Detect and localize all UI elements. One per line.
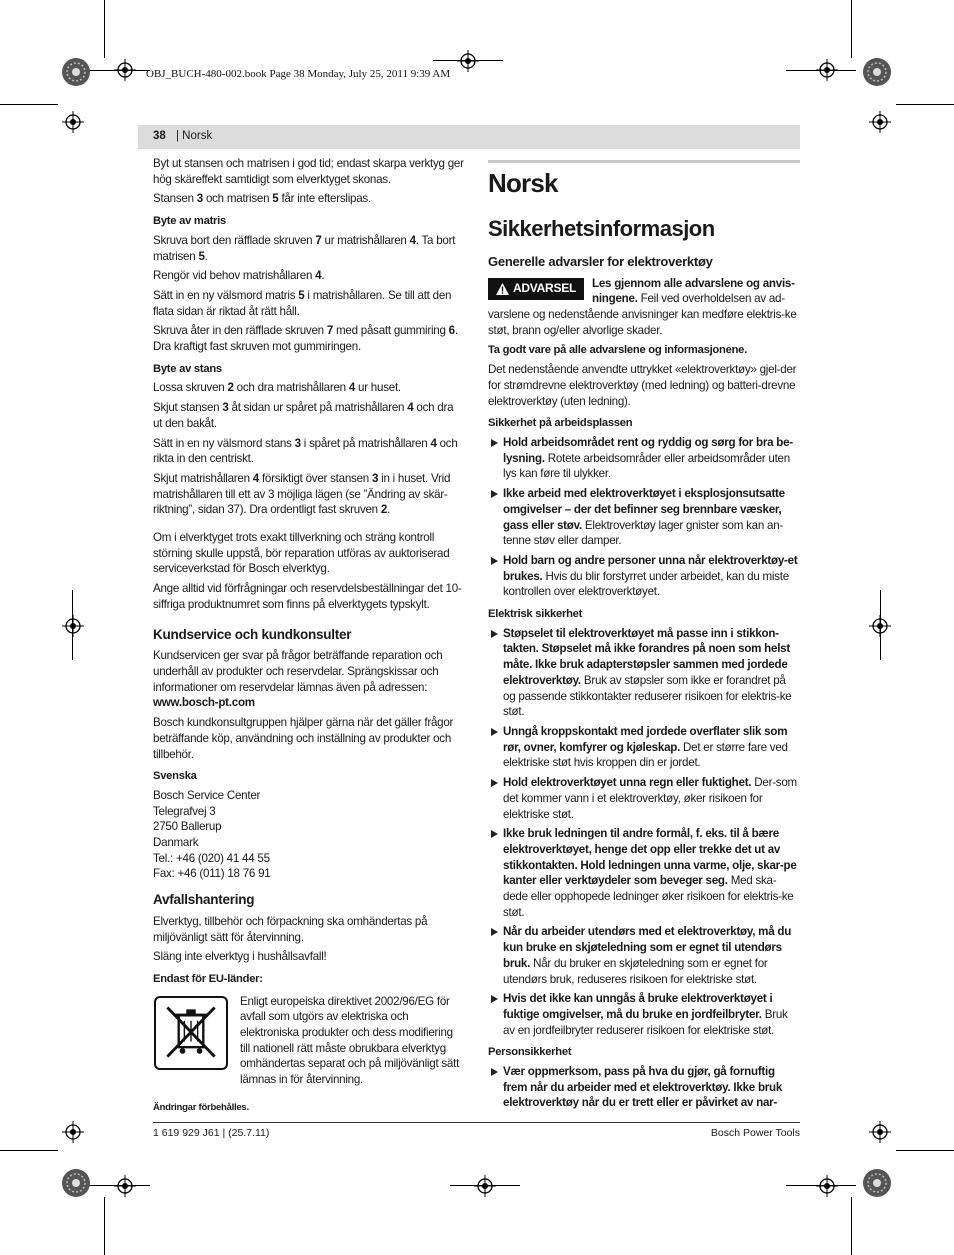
registration-mark-icon <box>869 615 891 637</box>
registration-mark-icon <box>114 59 136 81</box>
registration-mark-icon <box>474 1175 496 1197</box>
paragraph: Bosch kundkonsultgruppen hjälper gärna när det gäller frågor beträffande köp, användning och inställning av produkter och tillbehör. <box>153 716 454 761</box>
subheading-eu: Endast för EU-länder: <box>153 972 263 985</box>
heading-kundservice: Kundservice och kundkonsulter <box>153 626 352 642</box>
paragraph: Ange alltid vid förfrågningar och reservdelsbeställningar det 10-siffriga produktnumret som finns på elverktygets typskylt. <box>153 582 462 611</box>
registration-mark-icon <box>816 1175 838 1197</box>
subheading-byte-av-matris: Byte av matris <box>153 215 226 228</box>
registration-mark-icon <box>457 50 479 72</box>
crossed-bin-icon <box>154 996 228 1070</box>
registration-mark-icon <box>62 111 84 133</box>
registration-mark-icon <box>62 615 84 637</box>
paragraph: Det nedenstående anvendte uttrykket «elektroverktøy» gjel-der for strømdrevne elektroverktøy (med ledning) og batteri-drevne elektroverktøy (uten ledning). <box>488 363 797 408</box>
paragraph: Skjut stansen 3 åt sidan ur spåret på matrishållaren 4 och dra ut den bakåt. <box>153 401 454 430</box>
arrow-bullet-icon <box>491 995 498 1003</box>
arrow-bullet-icon <box>491 490 498 498</box>
registration-mark-icon <box>114 1175 136 1197</box>
list-item: Støpselet til elektroverktøyet må passe inn i stikkon-takten. Støpselet må ikke forandres på noen som helst måte. Ikke bruk adapterstøpsler sammen med jordede elektroverktøy. Bruk av støpsler som ikke er forandret på og passende stikkontakter reduserer risikoen for elektris-ke støt. <box>488 626 800 720</box>
title-rule <box>488 160 800 163</box>
page-header <box>138 125 800 149</box>
heading-sikkerhetsinformasjon: Sikkerhetsinformasjon <box>488 216 715 241</box>
paragraph: Sätt in en ny välsmord stans 3 i spåret på matrishållaren 4 och rikta in den centriskt. <box>153 436 458 466</box>
list-item: Hvis det ikke kan unngås å bruke elektroverktøyet i fuktige omgivelser, må du bruke en jordfeilbryter. Bruk av en jordfeilbryter reduserer risikoen for elektriske støt. <box>488 991 800 1038</box>
paragraph: Stansen 3 och matrisen 5 får inte efterslipas. <box>153 192 371 206</box>
registration-mark-icon <box>62 1121 84 1143</box>
page-title: Norsk <box>488 168 558 198</box>
list-item: Når du arbeider utendørs med et elektroverktøy, må du kun bruke en skjøteledning som er egnet til utendørs bruk. Når du bruker en skjøteledning som er egnet for utendørs bruk, reduseres risikoen for elektriske støt. <box>488 924 800 987</box>
arrow-bullet-icon <box>491 830 498 838</box>
paragraph: Byt ut stansen och matrisen i god tid; endast skarpa verktyg ger hög skäreffekt samtidigt som elverktyget skonas. <box>153 157 464 186</box>
paragraph: Om i elverktyget trots exakt tillverkning och sträng kontroll störning skulle uppstå, bör reparation utföras av auktoriserad serviceverkstad för Bosch elverktyg. <box>153 531 450 576</box>
footer-brand: Bosch Power Tools <box>710 1127 800 1139</box>
page-number: 38 <box>153 130 166 142</box>
color-rose-icon <box>862 1168 892 1198</box>
safety-list-elektrisk <box>488 626 800 1039</box>
subheading-personsikkerhet: Personsikkerhet <box>488 1046 572 1059</box>
right-column <box>488 160 800 1115</box>
fax-number: Fax: +46 (011) 18 76 91 <box>153 867 271 881</box>
registration-mark-icon <box>869 111 891 133</box>
footer-rule <box>153 1122 800 1123</box>
list-item: Hold arbeidsområdet rent og ryddig og sørg for bra be-lysning. Rotete arbeidsområder eller arbeidsområder uten lys kan føre til ulykker. <box>488 435 800 482</box>
weee-block <box>153 994 465 1092</box>
paragraph: Släng inte elverktyg i hushållsavfall! <box>153 950 327 964</box>
list-item: Ikke arbeid med elektroverktøyet i eksplosjonsutsatte omgivelser – der det befinner seg brennbare væsker, gass eller støv. Elektroverktøy lager gnister som kan an-tenne støv eller damper. <box>488 486 800 549</box>
arrow-bullet-icon <box>491 728 498 736</box>
warning-block <box>488 276 800 339</box>
paragraph: Kundservicen ger svar på frågor beträffande reparation och underhåll av produkter och reservdelar. Sprängskissar och informationer om reservdelar lämnas även på adressen: www.bosch-pt.com <box>153 649 443 710</box>
arrow-bullet-icon <box>491 928 498 936</box>
paragraph: Ta godt vare på alle advarslene og informasjonene. <box>488 343 747 356</box>
paragraph: Les gjennom alle advarslene og anvis-ningene. Feil ved overholdelsen av ad-varslene og nedenstående anvisninger kan medføre elektris-ke støt, brann og/eller alvorlige skader. <box>488 276 797 337</box>
paragraph: Rengör vid behov matrishållaren 4. <box>153 269 325 283</box>
footer-doc-number: 1 619 929 J61 | (25.7.11) <box>153 1127 270 1139</box>
left-column <box>153 156 465 1116</box>
heading-avfallshantering: Avfallshantering <box>153 892 255 908</box>
paragraph: Elverktyg, tillbehör och förpackning ska omhändertas på miljövänligt sätt för återvinning. <box>153 914 428 944</box>
arrow-bullet-icon <box>491 439 498 447</box>
heading-generelle-advarsler: Generelle advarsler for elektroverktøy <box>488 254 713 269</box>
paragraph: Enligt europeiska direktivet 2002/96/EG för avfall som utgörs av elektriska och elektroniska produkter och dess modifiering till nationell rätt måste obrukbara elverktyg omhändertas separat och på miljövänligt sätt lämnas in för återvinning. <box>240 994 460 1087</box>
subheading-byte-av-stans: Byte av stans <box>153 362 222 375</box>
warning-triangle-icon <box>496 283 509 295</box>
color-rose-icon <box>61 1168 91 1198</box>
safety-list-arbeidsplassen <box>488 435 800 600</box>
warning-badge: ADVARSEL <box>488 278 584 300</box>
paragraph: Lossa skruven 2 och dra matrishållaren 4 ur huset. <box>153 381 401 395</box>
list-item: Hold elektroverktøyet unna regn eller fuktighet. Der-som det kommer vann i et elektroverktøy, øker risikoen for elektriske støt. <box>488 775 800 822</box>
color-rose-icon <box>862 57 892 87</box>
safety-list-person <box>488 1064 800 1111</box>
print-slug: OBJ_BUCH-480-002.book Page 38 Monday, July 25, 2011 9:39 AM <box>146 68 451 80</box>
paragraph: Skruva bort den räfflade skruven 7 ur matrishållaren 4. Ta bort matrisen 5. <box>153 233 456 263</box>
paragraph: Sätt in en ny välsmord matris 5 i matrishållaren. Se till att den flata sidan är riktad åt rätt håll. <box>153 288 452 318</box>
registration-mark-icon <box>816 59 838 81</box>
paragraph: Skruva åter in den räfflade skruven 7 med påsatt gummiring 6. Dra kraftigt fast skruven mot gummiringen. <box>153 324 458 354</box>
arrow-bullet-icon <box>491 557 498 565</box>
subheading-arbeidsplassen: Sikkerhet på arbeidsplassen <box>488 417 633 430</box>
phone-number: Tel.: +46 (020) 41 44 55 <box>153 851 270 865</box>
color-rose-icon <box>61 57 91 87</box>
section-label: | Norsk <box>176 130 213 142</box>
subheading-svenska: Svenska <box>153 770 197 783</box>
paragraph: Skjut matrishållaren 4 försiktigt över stansen 3 in i huset. Vrid matrishållaren till ett av 3 möjliga lägen (se ”Ändring av skär-riktning”, sidan 37). Dra ordentligt fast skruven 2. <box>153 471 451 517</box>
subheading-elektrisk: Elektrisk sikkerhet <box>488 608 583 621</box>
arrow-bullet-icon <box>491 1068 498 1076</box>
website-link[interactable]: www.bosch-pt.com <box>153 696 255 710</box>
list-item: Vær oppmerksom, pass på hva du gjør, gå fornuftig frem når du arbeider med et elektroverktøy. Ikke bruk elektroverktøy når du er trett eller er påvirket av nar- <box>488 1064 800 1111</box>
changes-note: Ändringar förbehålles. <box>153 1101 249 1113</box>
arrow-bullet-icon <box>491 630 498 638</box>
service-address: Bosch Service Center Telegrafvej 3 2750 Ballerup Danmark Tel.: +46 (020) 41 44 55 Fax: +46 (011) 18 76 91 <box>153 788 465 882</box>
list-item: Hold barn og andre personer unna når elektroverktøy-et brukes. Hvis du blir forstyrret under arbeidet, kan du miste kontrollen over elektroverktøyet. <box>488 553 800 600</box>
arrow-bullet-icon <box>491 779 498 787</box>
list-item: Unngå kroppskontakt med jordede overflater slik som rør, ovner, komfyrer og kjøleskap. Det er større fare ved elektriske støt hvis kroppen din er jordet. <box>488 724 800 771</box>
registration-mark-icon <box>869 1121 891 1143</box>
list-item: Ikke bruk ledningen til andre formål, f. eks. til å bære elektroverktøyet, henge det opp eller trekke det ut av stikkontakten. Hold ledningen unna varme, olje, skar-pe kanter eller verktøydeler som beveger seg. Med ska-dede eller opphopede ledninger øker risikoen for elektris-ke støt. <box>488 826 800 920</box>
